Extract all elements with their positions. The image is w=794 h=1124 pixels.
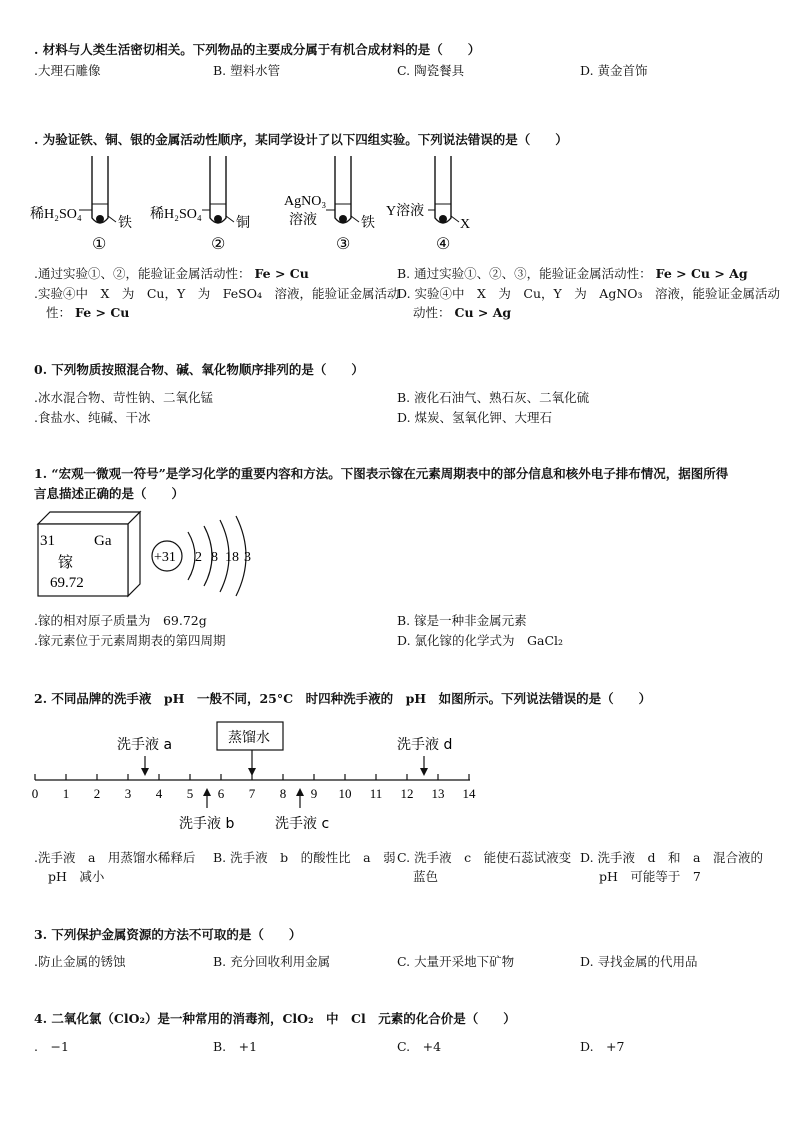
q10-option-c[interactable]: .镓元素位于元素周期表的第四周期	[34, 633, 226, 648]
tube-2-metal: 铜	[236, 216, 250, 231]
handwash-b-label: 洗手液 b	[179, 816, 235, 832]
handwash-a-label: 洗手液 a	[117, 737, 173, 753]
q12-option-a[interactable]: .防止金属的锈蚀	[34, 954, 126, 969]
distilled-water-label: 蒸馏水	[228, 730, 270, 746]
q8-option-b[interactable]: B. 通过实验①、②、③，能验证金属活动性： Fe > Cu > Ag	[397, 266, 748, 281]
q9-option-d[interactable]: D. 煤炭、氢氧化钾、大理石	[397, 410, 553, 425]
periodic-table-cell	[38, 512, 140, 596]
question-11-stem: 2. 不同品牌的洗手液 pH 一般不同，25°C 时四种洗手液的 pH 如图所示。下列说法错误的是（ ）	[34, 691, 652, 706]
test-tube-3	[284, 156, 375, 253]
shell-3: 18	[225, 550, 239, 565]
handwash-b-arrow	[203, 788, 211, 796]
tube-3-label: ③	[336, 236, 351, 253]
ph-tick-label: 14	[462, 786, 476, 801]
nucleus-charge: +31	[154, 550, 176, 565]
q13-option-b[interactable]: B. +1	[213, 1039, 258, 1054]
q11-option-d[interactable]: D. 洗手液 d 和 a 混合液的	[580, 850, 763, 865]
ph-ticks	[32, 774, 476, 801]
handwash-d-arrow	[420, 768, 428, 776]
tube-4-metal: X	[460, 217, 471, 232]
tube-2-reagent: 稀H₂SO₄	[150, 207, 202, 222]
question-8-stem: . 为验证铁、铜、银的金属活动性顺序，某同学设计了以下四组实验。下列说法错误的是（ ）	[34, 132, 568, 147]
ph-tick-label: 13	[431, 786, 445, 801]
q10-option-d[interactable]: D. 氯化镓的化学式为 GaCl₂	[397, 633, 564, 648]
tube-4-reagent: Y溶液	[386, 204, 425, 219]
q13-option-a[interactable]: . −1	[34, 1039, 69, 1054]
ph-tick-label: 1	[62, 786, 70, 801]
water-arrow	[248, 768, 256, 776]
q9-option-b[interactable]: B. 液化石油气、熟石灰、二氧化硫	[397, 390, 590, 405]
q11-option-c[interactable]: C. 洗手液 c 能使石蕊试液变	[397, 850, 572, 865]
ph-scale-figure	[30, 712, 490, 836]
handwash-c-arrow	[296, 788, 304, 796]
element-name: 镓	[58, 555, 74, 571]
gallium-figure	[30, 506, 270, 598]
element-symbol: Ga	[94, 533, 112, 549]
handwash-a-arrow	[141, 768, 149, 776]
tube-3-metal: 铁	[361, 216, 375, 231]
question-13-stem: 4. 二氧化氯（ClO₂）是一种常用的消毒剂，ClO₂ 中 Cl 元素的化合价是（ ）	[34, 1011, 516, 1026]
q13-option-d[interactable]: D. +7	[580, 1039, 625, 1054]
q11-option-c-cont: 蓝色	[413, 869, 439, 884]
ph-tick-label: 4	[155, 786, 163, 801]
shell-1: 2	[195, 550, 202, 565]
tube-4-label: ④	[436, 236, 451, 253]
atomic-mass: 69.72	[50, 575, 84, 591]
q11-option-b[interactable]: B. 洗手液 b 的酸性比 a 弱	[213, 850, 396, 865]
q12-option-b[interactable]: B. 充分回收利用金属	[213, 954, 331, 969]
ph-tick-label: 12	[400, 786, 414, 801]
ph-tick-label: 9	[310, 786, 318, 801]
ph-tick-label: 3	[124, 786, 132, 801]
tube-1-reagent: 稀H₂SO₄	[30, 207, 82, 222]
q11-option-d-cont: pH 可能等于 7	[599, 869, 701, 884]
test-tube-figure	[30, 152, 510, 260]
question-7-stem: . 材料与人类生活密切相关。下列物品的主要成分属于有机合成材料的是（ ）	[34, 42, 481, 57]
q7-option-d[interactable]: D. 黄金首饰	[580, 63, 648, 78]
tube-2-label: ②	[211, 236, 226, 253]
q8-option-d-cont: 动性： Cu > Ag	[413, 305, 512, 320]
ph-tick-label: 8	[279, 786, 287, 801]
ph-tick-label: 0	[31, 786, 39, 801]
test-tube-2	[150, 156, 250, 253]
q11-option-a-cont: pH 减小	[48, 869, 105, 884]
ph-tick-label: 5	[186, 786, 194, 801]
atom-structure-diagram	[152, 516, 251, 596]
q8-option-c[interactable]: .实验④中 X 为 Cu，Y 为 FeSO₄ 溶液，能验证金属活动	[34, 286, 400, 301]
question-10-stem: 1. “宏观一微观一符号”是学习化学的重要内容和方法。下图表示镓在元素周期表中的部分信息和核外电子排布情况，据图所得	[34, 466, 729, 481]
tube-3-reagent-2: 溶液	[289, 213, 317, 228]
question-9-stem: 0. 下列物质按照混合物、碱、氧化物顺序排列的是（ ）	[34, 362, 364, 377]
q9-option-c[interactable]: .食盐水、纯碱、干冰	[34, 410, 151, 425]
q10-option-b[interactable]: B. 镓是一种非金属元素	[397, 613, 527, 628]
q7-option-a[interactable]: .大理石雕像	[34, 63, 101, 78]
ph-tick-label: 10	[338, 786, 352, 801]
handwash-c-label: 洗手液 c	[275, 816, 330, 832]
q9-option-a[interactable]: .冰水混合物、苛性钠、二氧化锰	[34, 390, 213, 405]
q8-option-d[interactable]: D. 实验④中 X 为 Cu，Y 为 AgNO₃ 溶液，能验证金属活动	[397, 286, 781, 301]
test-tube-4	[386, 156, 470, 253]
tube-1-metal: 铁	[118, 216, 132, 231]
tube-3-reagent: AgNO₃	[284, 194, 327, 209]
q8-option-a[interactable]: .通过实验①、②，能验证金属活动性： Fe > Cu	[34, 266, 309, 281]
q13-option-c[interactable]: C. +4	[397, 1039, 442, 1054]
q11-option-a[interactable]: .洗手液 a 用蒸馏水稀释后	[34, 850, 196, 865]
shell-2: 8	[211, 550, 218, 565]
atomic-number: 31	[40, 533, 55, 549]
q7-option-c[interactable]: C. 陶瓷餐具	[397, 63, 465, 78]
ph-tick-label: 7	[248, 786, 256, 801]
q12-option-d[interactable]: D. 寻找金属的代用品	[580, 954, 698, 969]
question-10-stem-2: 言息描述正确的是（ ）	[34, 486, 185, 501]
shell-4: 3	[244, 550, 251, 565]
q12-option-c[interactable]: C. 大量开采地下矿物	[397, 954, 515, 969]
handwash-d-label: 洗手液 d	[397, 737, 453, 753]
test-tube-1	[30, 156, 132, 253]
ph-tick-label: 11	[369, 786, 383, 801]
question-12-stem: 3. 下列保护金属资源的方法不可取的是（ ）	[34, 927, 302, 942]
tube-1-label: ①	[92, 236, 107, 253]
q10-option-a[interactable]: .镓的相对原子质量为 69.72g	[34, 613, 207, 628]
q7-option-b[interactable]: B. 塑料水管	[213, 63, 281, 78]
q8-option-c-cont: 性： Fe > Cu	[46, 305, 130, 320]
ph-tick-label: 6	[217, 786, 225, 801]
ph-tick-label: 2	[93, 786, 101, 801]
